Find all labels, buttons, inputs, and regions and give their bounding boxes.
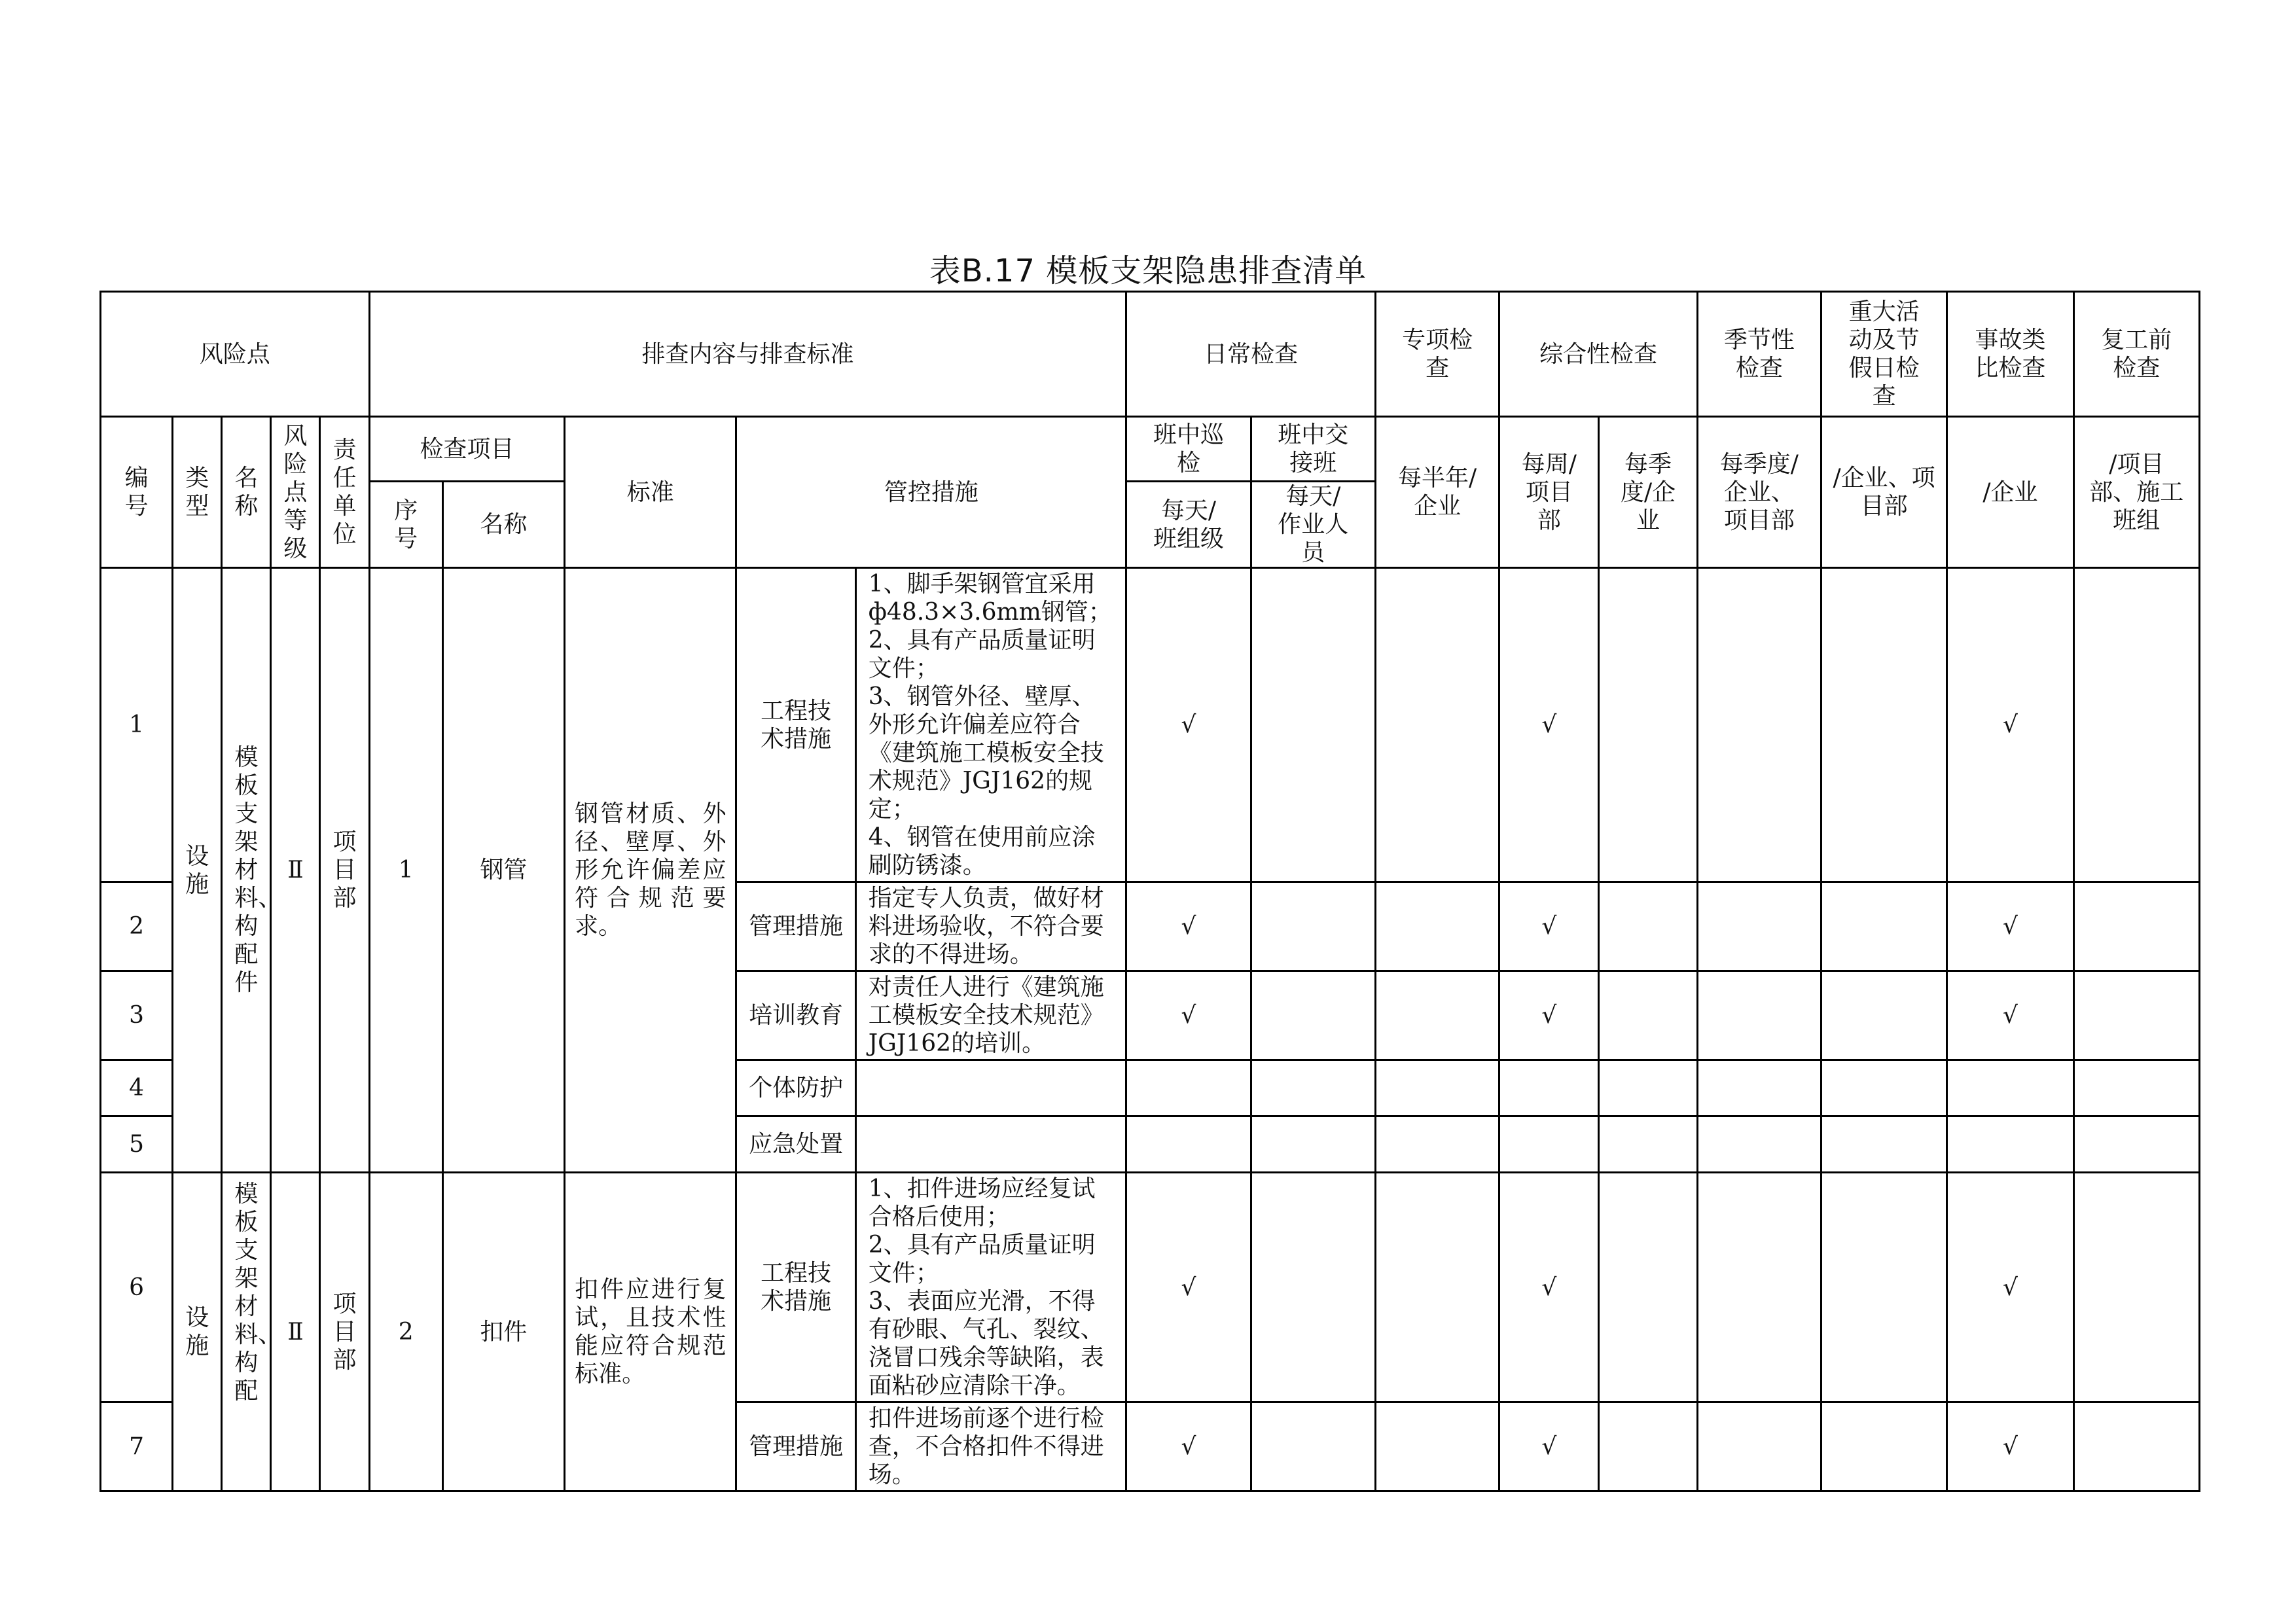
row-measure: 对责任人进行《建筑施工模板安全技术规范》JGJ162的培训。 [855, 971, 1126, 1060]
row-category: 工程技术措施 [736, 568, 855, 882]
header-check-item: 检查项目 [369, 417, 564, 482]
header-name: 名称 [222, 417, 271, 568]
group-unit: 项目部 [320, 1173, 369, 1491]
row-accident-mark: √ [1947, 882, 2073, 971]
row-shift-patrol-mark: √ [1126, 1173, 1251, 1402]
row-weekly-mark: √ [1499, 1402, 1599, 1491]
row-measure: 1、扣件进场应经复试合格后使用； 2、具有产品质量证明文件； 3、表面应光滑，不得有砂眼、气孔、裂纹、浇冒口残余等缺陷，表面粘砂应清除干净。 [855, 1173, 1126, 1402]
header-daily-check: 日常检查 [1126, 292, 1376, 417]
header-risk-point: 风险点 [101, 292, 370, 417]
row-accident-mark: √ [1947, 1173, 2073, 1402]
header-semiannual: 每半年/企业 [1375, 417, 1499, 568]
header-holiday-freq: /企业、项目部 [1821, 417, 1946, 568]
group-seq: 2 [369, 1173, 442, 1491]
row-weekly-mark: √ [1499, 882, 1599, 971]
row-no: 5 [101, 1116, 173, 1173]
row-no: 2 [101, 882, 173, 971]
row-category: 管理措施 [736, 882, 855, 971]
form-title: 表B.17 模板支架隐患排查清单 [929, 253, 1367, 289]
header-seasonal-check: 季节性检查 [1697, 292, 1821, 417]
hazard-checklist-table [99, 291, 2200, 1492]
row-weekly-mark: √ [1499, 568, 1599, 882]
group-name: 模板支架材料、构配件 [222, 568, 271, 1173]
row-category: 管理措施 [736, 1402, 855, 1491]
header-no: 编号 [101, 417, 173, 568]
group-item: 扣件 [442, 1173, 564, 1491]
header-comprehensive-check: 综合性检查 [1499, 292, 1697, 417]
row-shift-patrol-mark: √ [1126, 1402, 1251, 1491]
header-daily-worker: 每天/作业人员 [1251, 482, 1375, 568]
row-weekly-mark: √ [1499, 971, 1599, 1060]
table-row [101, 568, 2200, 882]
row-accident-mark: √ [1947, 971, 2073, 1060]
row-no: 3 [101, 971, 173, 1060]
row-no: 6 [101, 1173, 173, 1402]
header-quarterly: 每季度/企业 [1599, 417, 1697, 568]
row-measure: 1、脚手架钢管宜采用ф48.3×3.6mm钢管； 2、具有产品质量证明文件； 3、钢管外径、壁厚、外形允许偏差应符合《建筑施工模板安全技术规范》JGJ162的规定； 4、钢管在使用前应涂刷防锈漆。 [855, 568, 1126, 882]
header-row-2 [101, 417, 2200, 482]
header-content-standard: 排查内容与排查标准 [369, 292, 1126, 417]
header-daily-team: 每天/班组级 [1126, 482, 1251, 568]
header-standard: 标准 [565, 417, 736, 568]
header-holiday-check: 重大活动及节假日检查 [1821, 292, 1946, 417]
header-restart-freq: /项目部、施工班组 [2073, 417, 2199, 568]
row-no: 7 [101, 1402, 173, 1491]
header-type: 类型 [173, 417, 222, 568]
header-shift-handover: 班中交接班 [1251, 417, 1375, 482]
group-level: Ⅱ [271, 1173, 320, 1491]
header-item-seq: 序号 [369, 482, 442, 568]
group-seq: 1 [369, 568, 442, 1173]
header-control: 管控措施 [736, 417, 1126, 568]
row-measure [855, 1116, 1126, 1173]
row-measure: 指定专人负责，做好材料进场验收，不符合要求的不得进场。 [855, 882, 1126, 971]
row-no: 4 [101, 1060, 173, 1116]
row-accident-mark: √ [1947, 568, 2073, 882]
group-type: 设施 [173, 1173, 222, 1491]
header-weekly: 每周/项目部 [1499, 417, 1599, 568]
header-risk-level: 风险点等级 [271, 417, 320, 568]
header-shift-patrol: 班中巡检 [1126, 417, 1251, 482]
header-accident-check: 事故类比检查 [1947, 292, 2073, 417]
header-restart-check: 复工前检查 [2073, 292, 2199, 417]
row-shift-patrol-mark: √ [1126, 971, 1251, 1060]
header-item-name: 名称 [442, 482, 564, 568]
group-name: 模板支架材料、构配 [222, 1173, 271, 1491]
group-unit: 项目部 [320, 568, 369, 1173]
row-category: 培训教育 [736, 971, 855, 1060]
row-category: 工程技术措施 [736, 1173, 855, 1402]
header-special-check: 专项检查 [1375, 292, 1499, 417]
row-weekly-mark: √ [1499, 1173, 1599, 1402]
row-measure: 扣件进场前逐个进行检查，不合格扣件不得进场。 [855, 1402, 1126, 1491]
header-row-1 [101, 292, 2200, 417]
row-measure [855, 1060, 1126, 1116]
header-seasonal-freq: 每季度/企业、项目部 [1697, 417, 1821, 568]
row-no: 1 [101, 568, 173, 882]
group-item: 钢管 [442, 568, 564, 1173]
row-accident-mark: √ [1947, 1402, 2073, 1491]
table-row [101, 1173, 2200, 1402]
row-category: 个体防护 [736, 1060, 855, 1116]
group-level: Ⅱ [271, 568, 320, 1173]
header-accident-freq: /企业 [1947, 417, 2073, 568]
group-standard: 扣件应进行复试，且技术性能应符合规范标准。 [565, 1173, 736, 1491]
row-shift-patrol-mark: √ [1126, 568, 1251, 882]
row-shift-patrol-mark: √ [1126, 882, 1251, 971]
group-standard: 钢管材质、外径、壁厚、外形允许偏差应符合规范要求。 [565, 568, 736, 1173]
group-type: 设施 [173, 568, 222, 1173]
header-responsible-unit: 责任单位 [320, 417, 369, 568]
row-category: 应急处置 [736, 1116, 855, 1173]
